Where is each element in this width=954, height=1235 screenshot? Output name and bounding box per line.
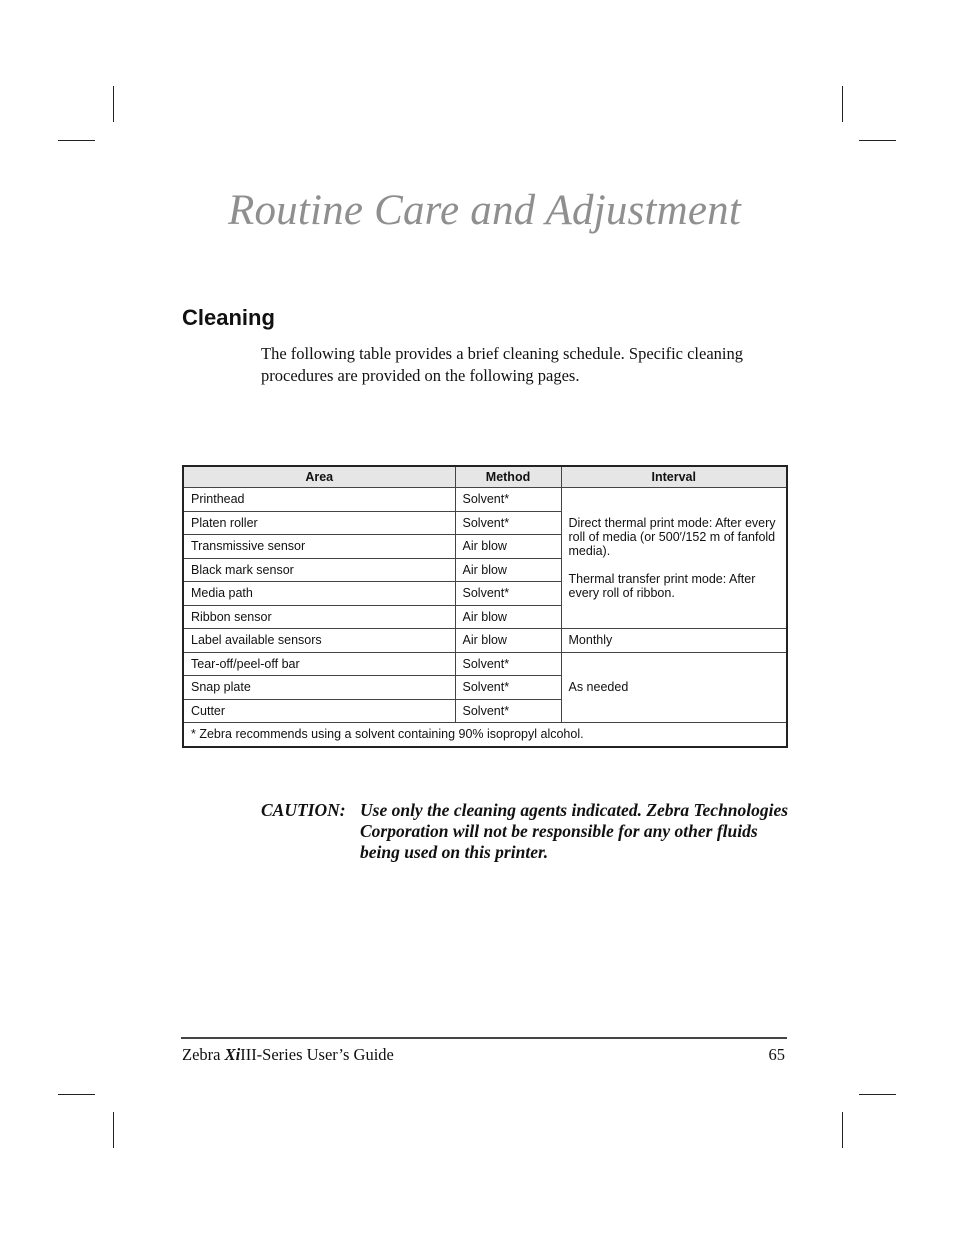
- crop-mark: [58, 1094, 95, 1095]
- method-cell: Solvent*: [455, 582, 561, 606]
- method-cell: Air blow: [455, 605, 561, 629]
- area-cell: Media path: [183, 582, 455, 606]
- interval-cell: As needed: [561, 652, 787, 723]
- table-footnote: * Zebra recommends using a solvent containing 90% isopropyl alcohol.: [183, 723, 787, 747]
- crop-mark: [859, 140, 896, 141]
- table-row: [183, 629, 787, 653]
- footer-model: Xi: [224, 1045, 241, 1064]
- area-cell: Snap plate: [183, 676, 455, 700]
- interval-direct-thermal: Direct thermal print mode: After every roll of media (or 500′/152 m of fanfold media).: [568, 516, 776, 558]
- area-cell: Platen roller: [183, 511, 455, 535]
- area-cell: Black mark sensor: [183, 558, 455, 582]
- table-header-row: [183, 466, 787, 488]
- intro-paragraph: The following table provides a brief cleaning schedule. Specific cleaning procedures are provided on the following pages.: [261, 344, 743, 385]
- method-cell: Solvent*: [455, 511, 561, 535]
- footer-brand: Zebra: [182, 1045, 225, 1064]
- footer-guide-suffix: III-Series User’s Guide: [240, 1045, 394, 1064]
- footer-rule: [181, 1037, 787, 1039]
- interval-cell: Monthly: [561, 629, 787, 653]
- caution-text: Use only the cleaning agents indicated. Zebra Technologies Corporation will not be responsible for any other fluids being used on this printer.: [360, 800, 789, 862]
- area-cell: Transmissive sensor: [183, 535, 455, 559]
- interval-cell: [561, 488, 787, 629]
- table-row: [183, 652, 787, 676]
- area-cell: Label available sensors: [183, 629, 455, 653]
- table-footnote-row: [183, 723, 787, 747]
- crop-mark: [58, 140, 95, 141]
- method-cell: Solvent*: [455, 676, 561, 700]
- crop-mark: [842, 86, 843, 122]
- area-cell: Printhead: [183, 488, 455, 512]
- interval-thermal-transfer: Thermal transfer print mode: After every roll of ribbon.: [568, 572, 756, 600]
- cleaning-schedule-table: [182, 465, 788, 748]
- method-cell: Air blow: [455, 558, 561, 582]
- footer-guide-title: [182, 1045, 394, 1065]
- method-cell: Solvent*: [455, 699, 561, 723]
- crop-mark: [113, 86, 114, 122]
- chapter-title: Routine Care and Adjustment: [228, 187, 742, 234]
- method-cell: Solvent*: [455, 652, 561, 676]
- method-cell: Solvent*: [455, 488, 561, 512]
- method-cell: Air blow: [455, 629, 561, 653]
- method-cell: Air blow: [455, 535, 561, 559]
- area-cell: Ribbon sensor: [183, 605, 455, 629]
- area-cell: Tear-off/peel-off bar: [183, 652, 455, 676]
- page-number: 65: [768, 1045, 785, 1064]
- table-row: [183, 488, 787, 512]
- caution-notice: [261, 800, 791, 863]
- column-header-area: Area: [183, 466, 455, 488]
- crop-mark: [842, 1112, 843, 1148]
- crop-mark: [113, 1112, 114, 1148]
- caution-label: CAUTION:: [261, 800, 346, 820]
- column-header-interval: Interval: [561, 466, 787, 488]
- section-heading: Cleaning: [182, 305, 275, 330]
- area-cell: Cutter: [183, 699, 455, 723]
- column-header-method: Method: [455, 466, 561, 488]
- crop-mark: [859, 1094, 896, 1095]
